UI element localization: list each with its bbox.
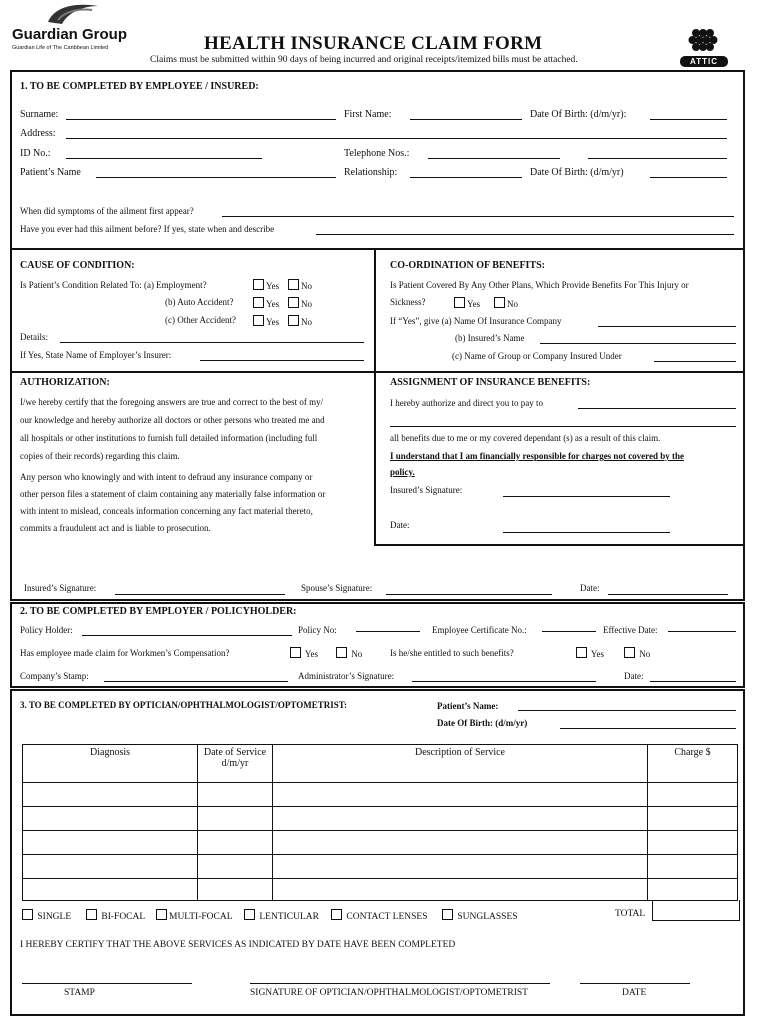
s3-patient-name-field[interactable] — [518, 710, 736, 711]
optician-signature-field[interactable] — [250, 983, 550, 984]
relationship-field[interactable] — [410, 177, 522, 178]
service-table-header — [23, 745, 738, 783]
policy-no-label: Policy No: — [298, 625, 337, 635]
assign-direct-label: I hereby authorize and direct you to pay to — [390, 398, 543, 408]
auth-p2-line: Any person who knowingly and with intent to defraud any insurance company or — [20, 472, 313, 482]
entitled-no-option[interactable]: No — [624, 647, 650, 659]
charge-cell[interactable] — [648, 879, 738, 901]
id-no-label: ID No.: — [20, 148, 51, 159]
had-before-field[interactable] — [316, 234, 734, 235]
patient-name-field[interactable] — [96, 177, 336, 178]
date-cell[interactable] — [198, 855, 273, 879]
col-diagnosis: Diagnosis — [23, 745, 198, 783]
stamp-field[interactable] — [22, 983, 192, 984]
charge-cell[interactable] — [648, 783, 738, 807]
coord-no-option[interactable]: No — [494, 297, 518, 309]
checkbox-icon[interactable] — [288, 297, 299, 308]
assign-insured-sig-field[interactable] — [503, 496, 670, 497]
coord-heading: CO-ORDINATION OF BENEFITS: — [390, 260, 546, 271]
policy-holder-label: Policy Holder: — [20, 625, 73, 635]
lens-contact-option[interactable]: CONTACT LENSES — [331, 909, 428, 922]
telephone-field-1[interactable] — [428, 158, 560, 159]
assign-payee-field-2[interactable] — [390, 426, 736, 427]
coord-yes-option[interactable]: Yes — [454, 297, 480, 309]
entitled-label: Is he/she entitled to such benefits? — [390, 648, 514, 658]
table-row[interactable] — [23, 807, 738, 831]
lens-bifocal-option[interactable]: BI-FOCAL — [86, 909, 145, 922]
section-2-date-label: Date: — [624, 671, 644, 681]
had-before-label: Have you ever had this ailment before? If yes, state when and describe — [20, 224, 275, 234]
company-stamp-label: Company’s Stamp: — [20, 671, 89, 681]
charge-cell[interactable] — [648, 807, 738, 831]
assign-date-label: Date: — [390, 520, 410, 530]
company-stamp-field[interactable] — [104, 681, 288, 682]
policy-holder-field[interactable] — [82, 635, 292, 636]
checkbox-icon[interactable] — [454, 297, 465, 308]
date-cell[interactable] — [198, 879, 273, 901]
eff-date-label: Effective Date: — [603, 625, 658, 635]
admin-sig-label: Administrator’s Signature: — [298, 671, 395, 681]
employment-no-option[interactable]: No — [288, 279, 312, 291]
assign-understand-line-1: I understand that I am financially responsible for charges not covered by the — [390, 451, 685, 461]
charge-cell[interactable] — [648, 831, 738, 855]
assign-insured-sig-label: Insured’s Signature: — [390, 485, 463, 495]
lens-single-option[interactable]: SINGLE — [22, 909, 71, 922]
other-yes-option[interactable]: Yes — [253, 315, 279, 327]
cause-heading: CAUSE OF CONDITION: — [20, 260, 135, 271]
lens-multifocal-option[interactable]: MULTI-FOCAL — [156, 909, 233, 922]
table-row[interactable] — [23, 855, 738, 879]
auto-no-option[interactable]: No — [288, 297, 312, 309]
checkbox-icon[interactable] — [22, 909, 33, 920]
col-date-of-service: Date of Service d/m/yr — [198, 745, 273, 783]
employer-insurer-field[interactable] — [200, 360, 364, 361]
checkbox-icon[interactable] — [442, 909, 453, 920]
attic-logo-text: ATTIC — [680, 56, 728, 67]
details-field[interactable] — [60, 342, 364, 343]
table-row[interactable] — [23, 783, 738, 807]
assign-heading: ASSIGNMENT OF INSURANCE BENEFITS: — [390, 377, 591, 388]
auto-yes-option[interactable]: Yes — [253, 297, 279, 309]
auth-heading: AUTHORIZATION: — [20, 377, 110, 388]
checkbox-icon[interactable] — [288, 315, 299, 326]
coord-insurance-company-field[interactable] — [598, 326, 736, 327]
sigrow-date-label: Date: — [580, 583, 600, 593]
description-cell[interactable] — [273, 879, 648, 901]
telephone-label: Telephone Nos.: — [344, 148, 410, 159]
first-name-field[interactable] — [410, 119, 522, 120]
auth-p1-line: all hospitals or other institutions to furnish full detailed information (including full — [20, 433, 318, 443]
divider-3 — [374, 544, 745, 546]
address-field[interactable] — [66, 138, 727, 139]
lens-sunglasses-option[interactable]: SUNGLASSES — [442, 909, 518, 922]
details-label: Details: — [20, 332, 48, 342]
patient-name-label: Patient’s Name — [20, 167, 81, 178]
diagnosis-cell[interactable] — [23, 807, 198, 831]
date-cell[interactable] — [198, 783, 273, 807]
dob2-field[interactable] — [650, 177, 727, 178]
s3-date-label: DATE — [622, 988, 647, 998]
address-label: Address: — [20, 128, 56, 139]
assign-payee-field[interactable] — [578, 408, 736, 409]
date-cell[interactable] — [198, 831, 273, 855]
coord-question-line-2: Sickness? — [390, 297, 426, 307]
form-title: HEALTH INSURANCE CLAIM FORM — [204, 33, 543, 54]
s3-patient-name-label: Patient’s Name: — [437, 701, 499, 711]
dob-label: Date Of Birth: (d/m/yr): — [530, 109, 627, 120]
cause-auto-label: (b) Auto Accident? — [165, 297, 234, 307]
first-name-label: First Name: — [344, 109, 392, 120]
checkbox-icon[interactable] — [331, 909, 342, 920]
sigrow-date-field[interactable] — [608, 594, 728, 595]
spouse-sig-label: Spouse’s Signature: — [301, 583, 373, 593]
dob-field[interactable] — [650, 119, 727, 120]
section-2-heading: 2. TO BE COMPLETED BY EMPLOYER / POLICYHOLDER: — [20, 606, 297, 617]
checkbox-icon[interactable] — [624, 647, 635, 658]
s3-dob-field[interactable] — [560, 728, 736, 729]
checkbox-icon[interactable] — [576, 647, 587, 658]
checkbox-icon[interactable] — [156, 909, 167, 920]
assign-date-field[interactable] — [503, 532, 670, 533]
checkbox-icon[interactable] — [290, 647, 301, 658]
coord-question-line-1: Is Patient Covered By Any Other Plans, Which Provide Benefits For This Injury or — [390, 280, 689, 290]
policy-no-field[interactable] — [356, 631, 420, 632]
insured-sig-label: Insured’s Signature: — [24, 583, 97, 593]
description-cell[interactable] — [273, 831, 648, 855]
charge-cell[interactable] — [648, 855, 738, 879]
certify-text: I HEREBY CERTIFY THAT THE ABOVE SERVICES AS INDICATED BY DATE HAVE BEEN COMPLETED — [20, 940, 456, 950]
dob2-label: Date Of Birth: (d/m/yr) — [530, 167, 624, 178]
checkbox-icon[interactable] — [494, 297, 505, 308]
relationship-label: Relationship: — [344, 167, 398, 178]
workmen-no-option[interactable]: No — [336, 647, 362, 659]
diagnosis-cell[interactable] — [23, 783, 198, 807]
stamp-label: STAMP — [64, 988, 95, 998]
assign-understand-line-2: policy. — [390, 467, 415, 477]
brand-name: Guardian Group — [12, 26, 128, 43]
checkbox-icon[interactable] — [253, 297, 264, 308]
guardian-logo-icon — [44, 0, 104, 28]
auth-p2-line: with intent to mislead, conceals information concerning any fact material thereto, — [20, 506, 313, 516]
diagnosis-cell[interactable] — [23, 855, 198, 879]
coord-insured-name-field[interactable] — [540, 343, 736, 344]
service-table — [22, 744, 738, 901]
divider-1 — [10, 248, 745, 250]
diagnosis-cell[interactable] — [23, 879, 198, 901]
auth-p1-line: our knowledge and hereby authorize all doctors or other persons who treated me and — [20, 415, 325, 425]
divider-2 — [10, 371, 745, 373]
employment-yes-option[interactable]: Yes — [253, 279, 279, 291]
checkbox-icon[interactable] — [253, 315, 264, 326]
s3-dob-label: Date Of Birth: (d/m/yr) — [437, 718, 528, 728]
auth-p2-line: commits a fraudulent act and is liable to prosecution. — [20, 523, 211, 533]
coord-group-field[interactable] — [654, 361, 736, 362]
symptoms-field[interactable] — [222, 216, 734, 217]
description-cell[interactable] — [273, 783, 648, 807]
section-1-heading: 1. TO BE COMPLETED BY EMPLOYEE / INSURED: — [20, 81, 259, 92]
surname-label: Surname: — [20, 109, 59, 120]
divider-vertical — [374, 248, 376, 546]
table-row[interactable] — [23, 879, 738, 901]
eff-date-field[interactable] — [668, 631, 736, 632]
col-charge: Charge $ — [648, 745, 738, 783]
attic-hex-logo-icon — [685, 28, 721, 56]
checkbox-icon[interactable] — [336, 647, 347, 658]
checkbox-icon[interactable] — [253, 279, 264, 290]
coord-group-label: (c) Name of Group or Company Insured Under — [452, 351, 622, 361]
col-description: Description of Service — [273, 745, 648, 783]
telephone-field-2[interactable] — [588, 158, 727, 159]
other-no-option[interactable]: No — [288, 315, 312, 327]
emp-cert-field[interactable] — [542, 631, 596, 632]
description-cell[interactable] — [273, 807, 648, 831]
form-subtitle: Claims must be submitted within 90 days of being incurred and original receipts/itemized bills must be attached. — [150, 55, 578, 65]
total-label: TOTAL — [615, 909, 646, 919]
brand-subtitle: Guardian Life of The Caribbean Limited — [12, 45, 109, 51]
assign-benefits-text: all benefits due to me or my covered dependant (s) as a result of this claim. — [390, 433, 661, 443]
total-field[interactable] — [652, 900, 740, 921]
coord-insured-name-label: (b) Insured’s Name — [455, 333, 525, 343]
diagnosis-cell[interactable] — [23, 831, 198, 855]
surname-field[interactable] — [66, 119, 336, 120]
insured-sig-field[interactable] — [115, 594, 285, 595]
cause-related-label: Is Patient’s Condition Related To: (a) Employment? — [20, 280, 207, 290]
auth-p1-line: copies of their records) regarding this claim. — [20, 451, 180, 461]
workmen-yes-option[interactable]: Yes — [290, 647, 318, 659]
section-3-heading: 3. TO BE COMPLETED BY OPTICIAN/OPHTHALMOLOGIST/OPTOMETRIST: — [20, 700, 348, 710]
employer-insurer-label: If Yes, State Name of Employer’s Insurer: — [20, 350, 172, 360]
entitled-yes-option[interactable]: Yes — [576, 647, 604, 659]
s3-date-field[interactable] — [580, 983, 690, 984]
cause-other-label: (c) Other Accident? — [165, 315, 236, 325]
lens-lenticular-option[interactable]: LENTICULAR — [244, 909, 319, 922]
spouse-sig-field[interactable] — [386, 594, 552, 595]
coord-insurance-company-label: If “Yes”, give (a) Name Of Insurance Company — [390, 316, 562, 326]
checkbox-icon[interactable] — [288, 279, 299, 290]
checkbox-icon[interactable] — [86, 909, 97, 920]
workmen-label: Has employee made claim for Workmen’s Compensation? — [20, 648, 230, 658]
optician-signature-label: SIGNATURE OF OPTICIAN/OPHTHALMOLOGIST/OPTOMETRIST — [250, 988, 528, 998]
date-cell[interactable] — [198, 807, 273, 831]
auth-p2-line: other person files a statement of claim containing any materially false information or — [20, 489, 326, 499]
auth-p1-line: I/we hereby certify that the foregoing answers are true and correct to the best of my/ — [20, 397, 324, 407]
checkbox-icon[interactable] — [244, 909, 255, 920]
description-cell[interactable] — [273, 855, 648, 879]
emp-cert-label: Employee Certificate No.: — [432, 625, 527, 635]
id-no-field[interactable] — [66, 158, 262, 159]
admin-sig-field[interactable] — [412, 681, 596, 682]
section-2-date-field[interactable] — [650, 681, 736, 682]
table-row[interactable] — [23, 831, 738, 855]
symptoms-label: When did symptoms of the ailment first appear? — [20, 206, 194, 216]
